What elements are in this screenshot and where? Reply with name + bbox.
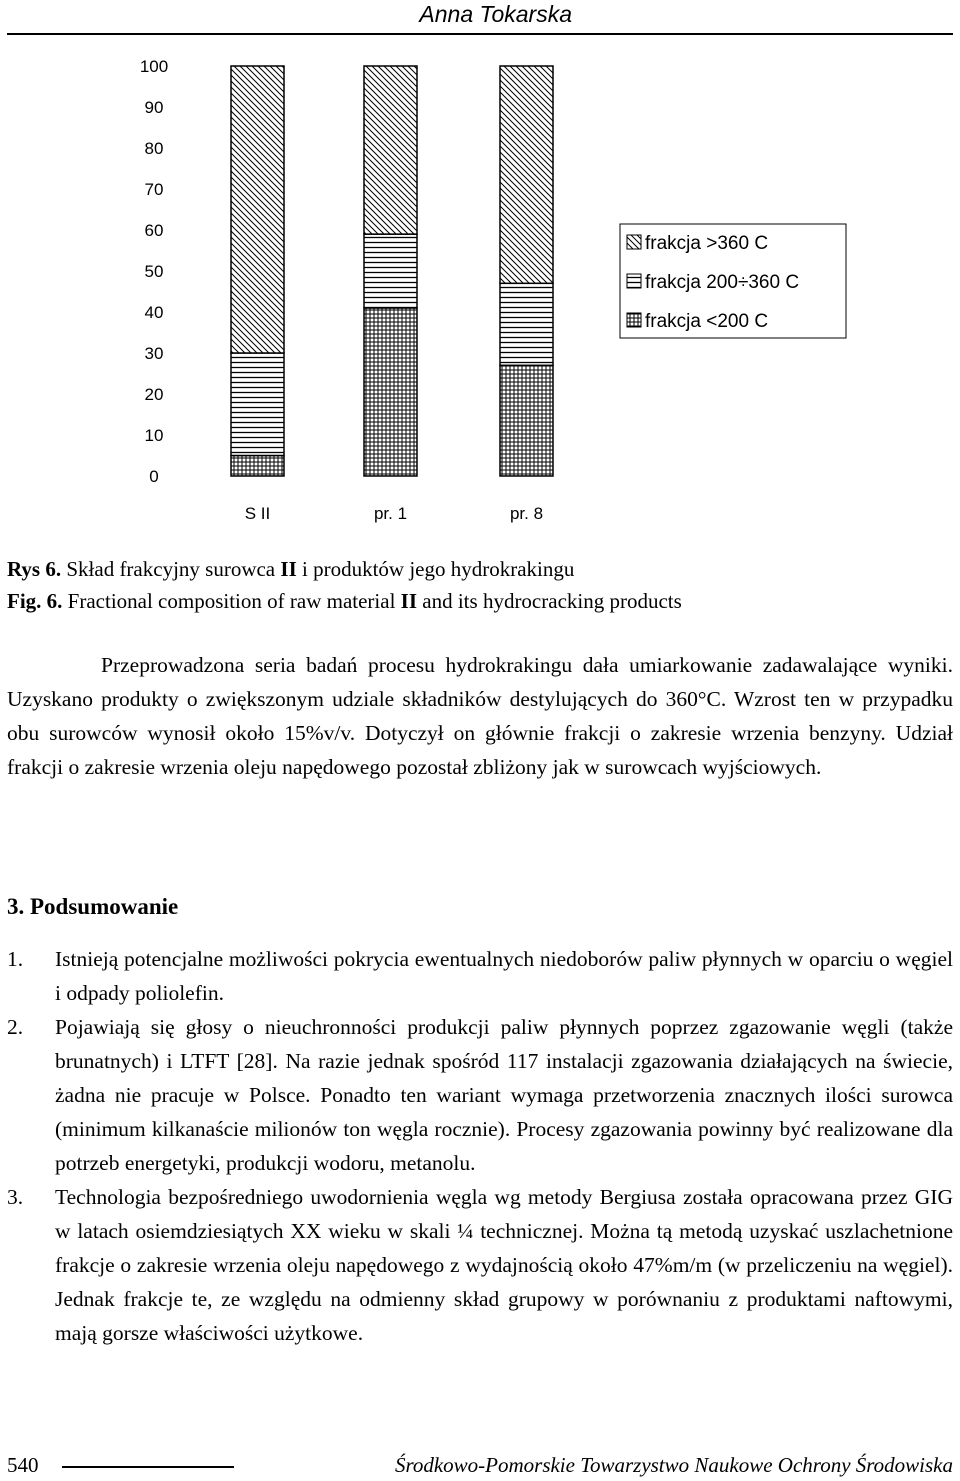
list-item-text: Pojawiają się głosy o nieuchronności produkcji paliw płynnych poprzez zgazowanie węgli (także brunatnych) i LTFT [28]. Na razie jednak spośród 117 instalacji zgazowania działających na świecie, żadna nie pracuje w Polsce. Ponadto ten wariant wymaga przetworzenia znacznych ilości surowca (minimum kilkanaście milionów ton węgla rocznie). Procesy zgazowania powinny być realizowane dla potrzeb energetyki, produkcji wodoru, metanolu. [55,1015,953,1175]
bar-segment [500,365,553,476]
x-tick-label: pr. 8 [509,504,544,523]
x-tick-label: S II [244,504,271,523]
caption-text: Fractional composition of raw material [62,589,401,613]
y-tick-label: 10 [144,426,164,445]
footer-society-name: Środkowo-Pomorskie Towarzystwo Naukowe Ochrony Środowiska [394,1453,953,1477]
caption-bold: II [280,557,297,581]
footer-rule [62,1466,234,1468]
header-rule [7,33,953,35]
legend-swatch [627,313,641,327]
bar-segment [364,66,417,234]
figure-label-english: Fig. 6. [7,589,63,613]
x-axis-tick-labels [245,504,543,523]
bar-segment [500,66,553,283]
caption-bold: II [400,589,418,613]
y-tick-label: 60 [144,221,164,240]
list-item [7,1010,953,1180]
figure-caption-polish [7,556,574,582]
y-tick-label: 40 [144,303,164,322]
list-item-number: 2. [7,1015,24,1039]
figure-label-polish: Rys 6. [7,557,62,581]
running-header-author: Anna Tokarska [419,1,572,27]
results-paragraph: Przeprowadzona seria badań procesu hydrokrakingu dała umiarkowanie zadawalające wyniki. Uzyskano produkty o zwiększonym udziale składników destylujących do 360°C. Wzrost ten w przypadku obu surowców wynosił około 15%v/v. Dotyczył on głównie frakcji o zakresie wrzenia benzyny. Udział frakcji o zakresie wrzenia oleju napędowego pozostał zbliżony jak w surowcach wyjściowych. [7,653,953,779]
bar-segment [500,283,553,365]
y-tick-label: 80 [144,139,164,158]
legend-swatch [627,235,641,249]
figure-caption-english [7,588,682,614]
y-tick-label: 70 [144,180,164,199]
bar-segment [231,66,284,353]
caption-text: and its hydrocracking products [417,589,682,613]
list-item-number: 1. [7,947,24,971]
y-axis-tick-labels [140,57,168,486]
bar-segment [364,308,417,476]
y-tick-label: 0 [149,467,159,486]
bar-segment [231,456,284,477]
bar-segment [364,234,417,308]
list-item-text: Technologia bezpośredniego uwodornienia węgla wg metody Bergiusa została opracowana przez GIG w latach osiemdziesiątych XX wieku w skali ¼ technicznej. Można tą metodą uzyskać uszlachetnione frakcje o zakresie wrzenia oleju napędowego z wydajnością około 47%m/m (w przeliczeniu na węgiel). Jednak frakcje te, ze względu na odmienny skład grupowy w porównaniu z produktami naftowymi, mają gorsze właściwości użytkowe. [55,1185,953,1345]
list-item-number: 3. [7,1185,24,1209]
chart-legend [620,224,846,338]
y-tick-label: 90 [144,98,164,117]
legend-label: frakcja >360 C [645,233,769,254]
caption-text: i produktów jego hydrokrakingu [296,557,575,581]
y-tick-label: 100 [139,57,169,76]
y-tick-label: 20 [144,385,164,404]
caption-text: Skład frakcyjny surowca [61,557,281,581]
x-tick-label: pr. 1 [373,504,408,523]
list-item-text: Istnieją potencjalne możliwości pokrycia ewentualnych niedoborów paliw płynnych w oparciu o węgiel i odpady poliolefin. [55,947,953,1005]
list-item [7,942,953,1010]
bar-segment [231,353,284,456]
stacked-bar-chart [0,40,960,540]
y-tick-label: 30 [144,344,164,363]
legend-swatch [627,274,641,288]
legend-label: frakcja <200 C [645,311,769,332]
bar-group [231,66,553,476]
list-item [7,1180,953,1350]
section-heading: 3. Podsumowanie [7,894,179,919]
summary-list [7,942,953,1350]
y-tick-label: 50 [144,262,164,281]
page-number: 540 [7,1453,39,1477]
legend-label: frakcja 200÷360 C [645,272,800,293]
